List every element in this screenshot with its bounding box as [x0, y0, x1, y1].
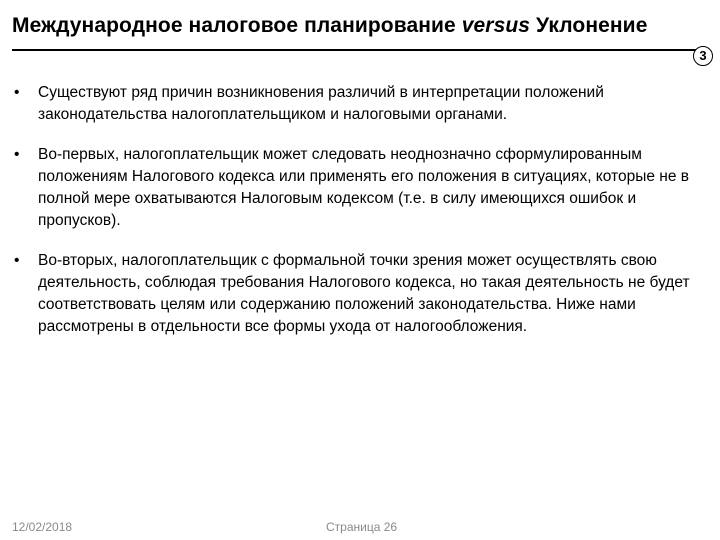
bullet-item [14, 250, 704, 338]
footer-page-number: Страница 26 [326, 520, 398, 534]
bullet-dot-icon: • [14, 84, 20, 101]
footer-date: 12/02/2018 [12, 520, 73, 534]
bullet-dot-icon: • [14, 146, 20, 163]
slide-title-part2: Уклонение [530, 14, 648, 37]
slide-number-badge: 3 [693, 46, 713, 66]
bullet-text: Существуют ряд причин возникновения различий в интерпретации положений законодательства налогоплательщиком и налоговыми органами. [38, 84, 604, 123]
bullet-text: Во-вторых, налогоплательщик с формальной точки зрения может осуществлять свою деятельность, соблюдая требования Налогового кодекса, но такая деятельность не будет соответствовать целям или содержанию положений законодательства. Ниже нами рассмотрены в отдельности все формы ухода от налогообложения. [38, 252, 690, 335]
bullet-list [14, 82, 704, 356]
bullet-text: Во-первых, налогоплательщик может следовать неоднозначно сформулированным положениям Налогового кодекса или применять его положения в ситуациях, которые не в полной мере охватываются Налоговым кодексом (т.е. в силу имеющихся ошибок и пропусков). [38, 146, 689, 229]
slide-title [12, 14, 702, 38]
title-underline [12, 49, 700, 51]
bullet-dot-icon: • [14, 252, 20, 269]
slide-title-part1: Международное налоговое планирование [12, 14, 462, 37]
bullet-item [14, 82, 704, 126]
bullet-item [14, 144, 704, 232]
slide-title-italic: versus [461, 14, 531, 37]
